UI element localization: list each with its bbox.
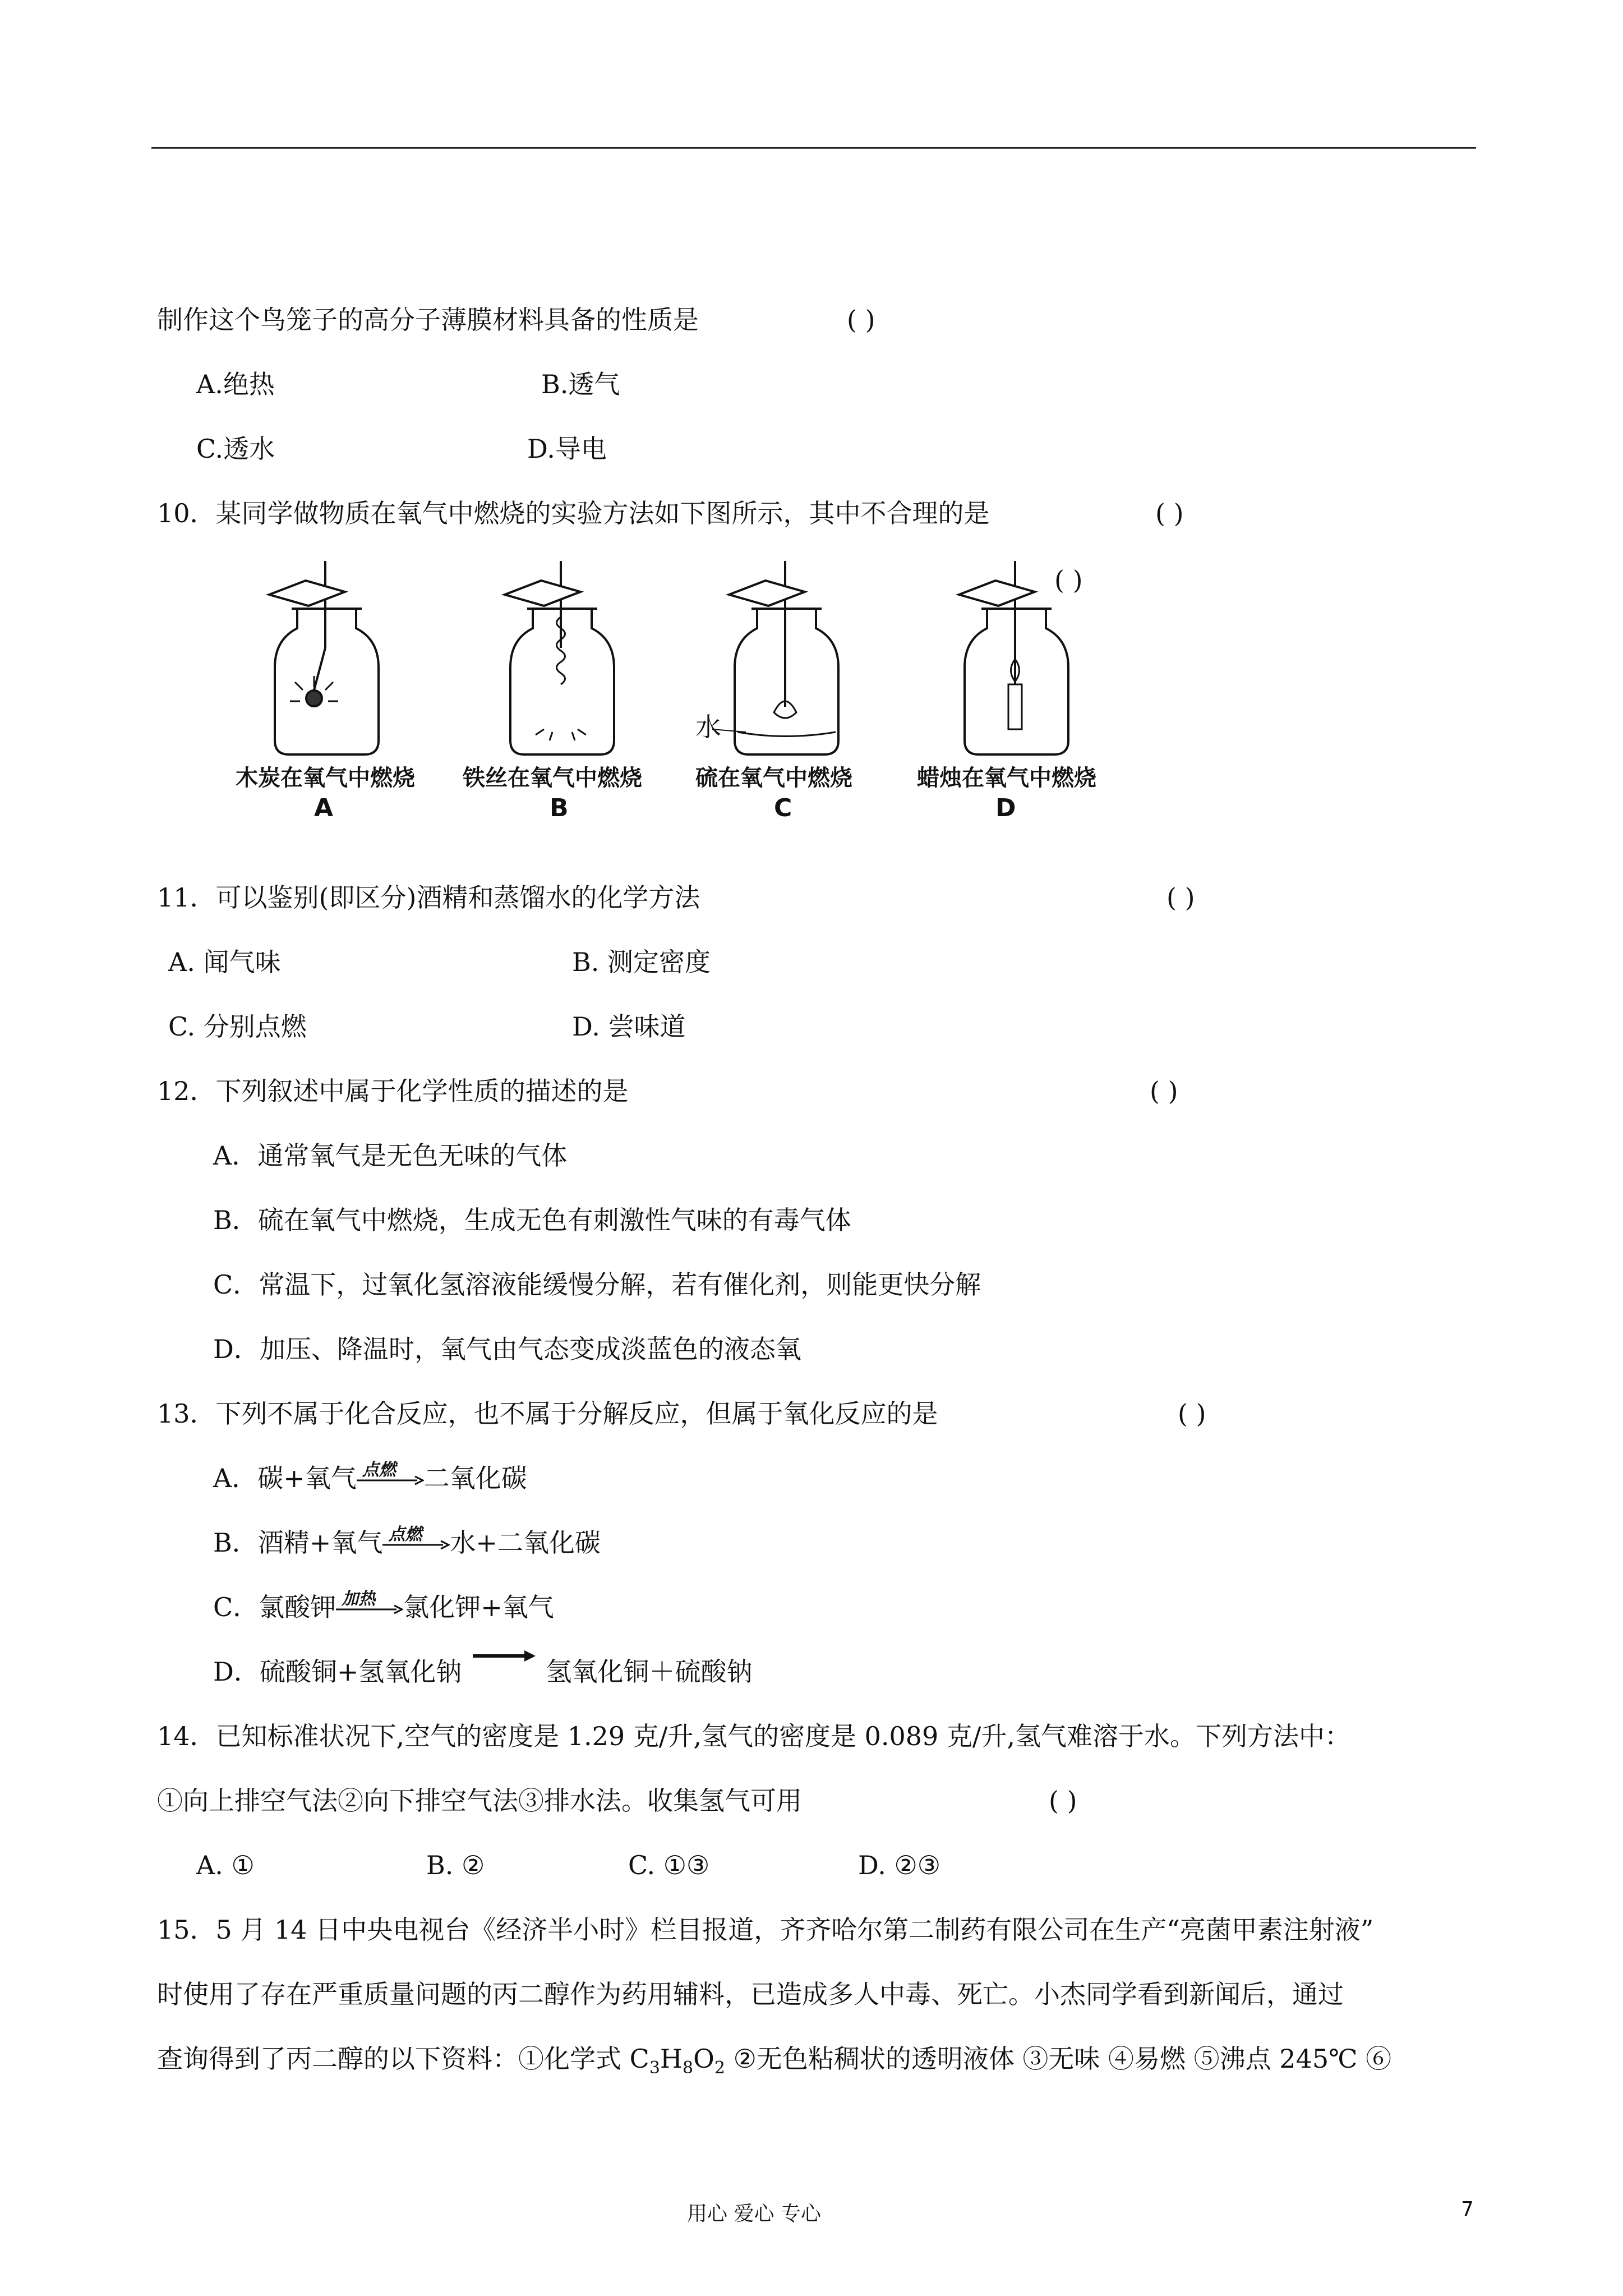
page-number: 7 [1461,2198,1474,2221]
q11-answer-paren: ( ) [1166,882,1195,913]
jar-c-sulfur [712,561,838,754]
q9-option-d: D.导电 [527,434,607,464]
q15-line2: 时使用了存在严重质量问题的丙二醇作为药用辅料，已造成多人中毒、死亡。小杰同学看到新闻后，通过 [157,1979,1344,2009]
caption-d: 蜡烛在氧气中燃烧 [917,765,1096,791]
q13-option-d: D．硫酸铜+氢氧化钠 氢氧化铜＋硫酸钠 [213,1655,752,1688]
reaction-arrow: 点燃 [382,1526,450,1559]
water-label: 水 [695,712,721,742]
letter-a: A [314,794,334,819]
jar-b-iron-wire [505,561,614,754]
header-rule [151,147,1476,149]
q9-option-c: C.透水 [196,434,275,464]
caption-a: 木炭在氧气中燃烧 [236,765,415,791]
letter-b: B [550,794,569,819]
q14-answer-paren: ( ) [1049,1786,1077,1816]
q14-option-d: D. ②③ [858,1850,940,1880]
q12-option-a: A．通常氧气是无色无味的气体 [213,1140,568,1171]
reaction-arrow: 加热 [336,1590,403,1624]
q9-answer-paren: ( ) [847,305,875,335]
caption-c: 硫在氧气中燃烧 [695,765,852,791]
q14-option-b: B. ② [426,1850,485,1880]
q9-option-a: A.绝热 [196,369,275,399]
q14-option-a: A. ① [196,1850,255,1880]
q11-stem: 11．可以鉴别(即区分)酒精和蒸馏水的化学方法 [157,882,700,913]
q9-stem: 制作这个鸟笼子的高分子薄膜材料具备的性质是 [157,305,699,335]
combustion-figure [230,561,1127,819]
q13-option-a: A．碳+氧气 点燃 二氧化碳 [213,1461,527,1495]
q14-line1: 14．已知标准状况下,空气的密度是 1.29 克/升,氢气的密度是 0.089 克/升,氢气难溶于水。下列方法中： [157,1721,1350,1751]
q11-option-d: D. 尝味道 [572,1011,686,1042]
jar-a-charcoal [269,561,379,754]
figure-corner-paren: ( ) [1054,565,1083,595]
letter-d: D [995,794,1016,819]
q12-answer-paren: ( ) [1150,1076,1178,1106]
jar-d-candle [959,561,1068,754]
footer-motto: 用心 爱心 专心 [687,2202,821,2225]
q11-option-b: B. 测定密度 [572,947,711,977]
q9-option-b: B.透气 [541,369,620,399]
q13-answer-paren: ( ) [1178,1398,1206,1429]
q12-option-c: C．常温下，过氧化氢溶液能缓慢分解，若有催化剂，则能更快分解 [213,1269,981,1300]
q15-line1: 15．5 月 14 日中央电视台《经济半小时》栏目报道，齐齐哈尔第二制药有限公司在生产“亮菌甲素注射液” [157,1915,1374,1945]
q15-line3: 查询得到了丙二醇的以下资料：①化学式 $C_3H_8O_2$ ②无色粘稠状的透明液体 ③无味 ④易燃 ⑤沸点 245℃ ⑥ [157,2044,1392,2078]
combustion-figure-svg [230,561,1127,819]
q12-option-b: B．硫在氧气中燃烧，生成无色有刺激性气味的有毒气体 [213,1205,851,1235]
q10-answer-paren: ( ) [1155,498,1184,528]
q11-option-a: A. 闻气味 [168,947,281,977]
q13-option-c: C．氯酸钾 加热 氯化钾+氧气 [213,1590,554,1624]
letter-c: C [774,794,792,819]
q14-option-c: C. ①③ [628,1850,710,1880]
reaction-arrow: 点燃 [357,1461,424,1495]
q11-option-c: C. 分别点燃 [168,1011,307,1042]
q12-option-d: D．加压、降温时，氧气由气态变成淡蓝色的液态氧 [213,1334,801,1364]
q13-option-b: B．酒精+氧气 点燃 水+二氧化碳 [213,1526,601,1559]
q10-stem: 10．某同学做物质在氧气中燃烧的实验方法如下图所示，其中不合理的是 [157,498,990,528]
q12-stem: 12．下列叙述中属于化学性质的描述的是 [157,1076,629,1106]
caption-b: 铁丝在氧气中燃烧 [463,765,642,791]
reaction-arrow [462,1655,546,1688]
q14-line2: ①向上排空气法②向下排空气法③排水法。收集氢气可用 [157,1786,802,1816]
q13-stem: 13．下列不属于化合反应，也不属于分解反应，但属于氧化反应的是 [157,1398,938,1429]
